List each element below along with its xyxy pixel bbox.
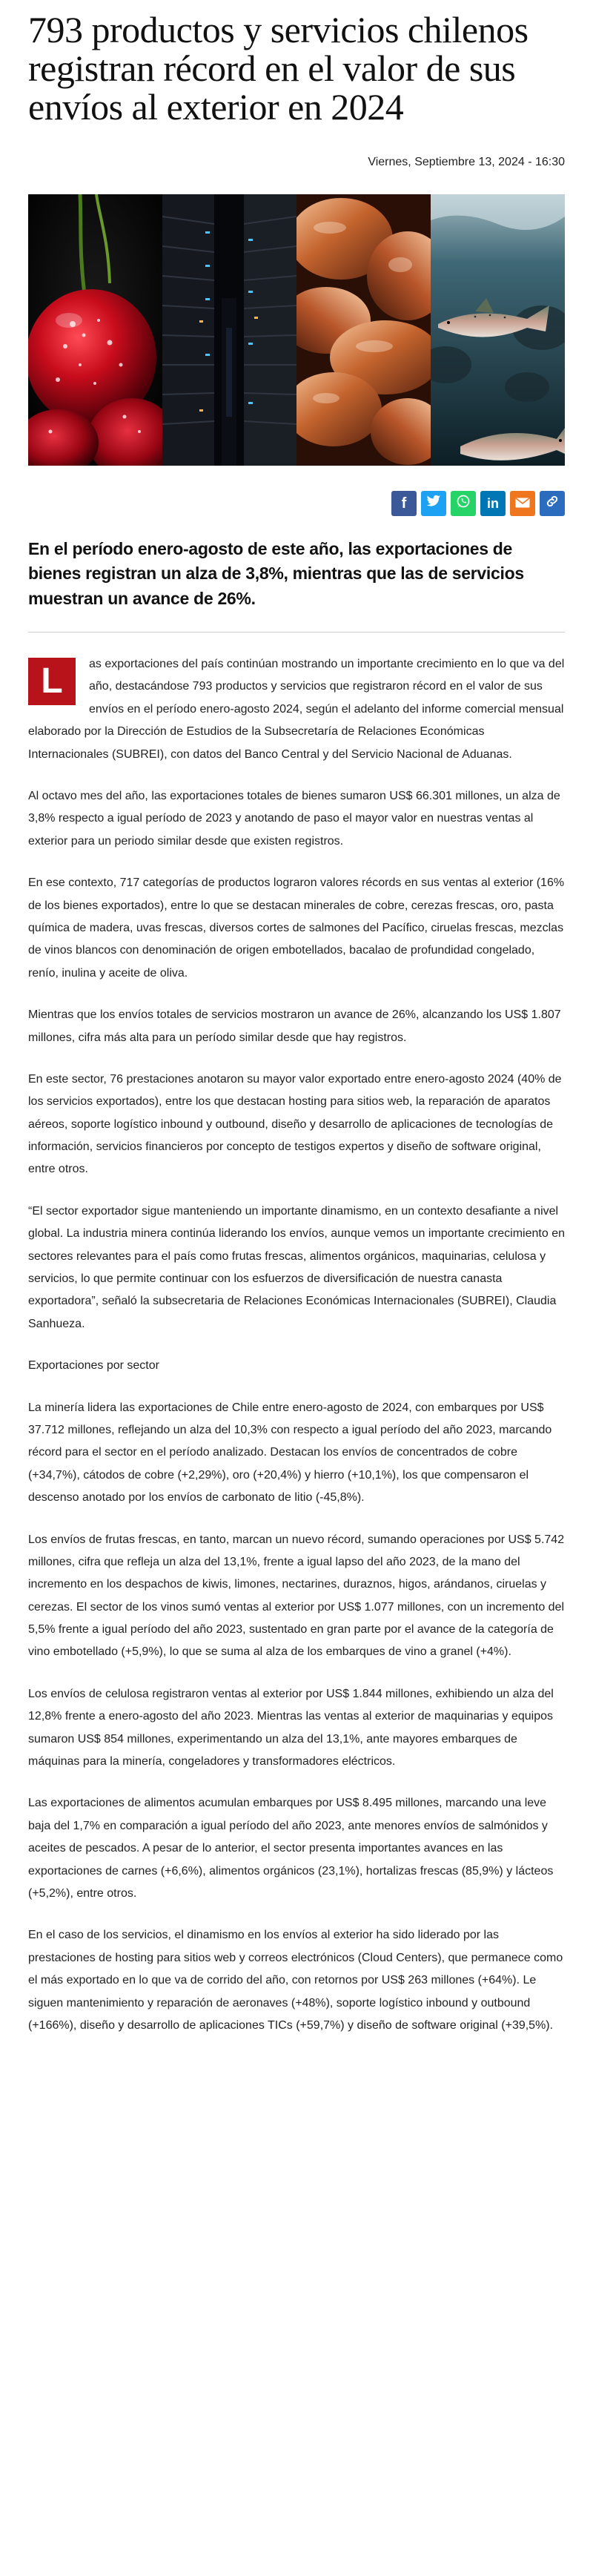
hero-image-cherry [28,194,162,466]
email-icon [515,495,530,512]
article-lead: En el período enero-agosto de este año, las exportaciones de bienes registran un alza de 3,8%, mientras que las de servicios muestran un avance de 26%. [28,537,565,633]
paragraph: En el caso de los servicios, el dinamismo en los envíos al exterior ha sido liderado por las prestaciones de hosting para sitios web y correos electrónicos (Cloud Centers), que permanece como el más exportado en lo que va de corrido del año, con retornos por US$ 263 millones (+64%). Le siguen mantenimiento y reparación de aeronaves (+48%), soporte logístico inbound y outbound (+166%), diseño y desarrollo de aplicaciones TICs (+59,7%) y diseño de software original (+39,5%). [28,1929,563,2032]
first-paragraph-text: as exportaciones del país continúan mostrando un importante crecimiento en lo que va del año, destacándose 793 productos y servicios que registraron récord en el valor de sus envíos en el período enero-agosto 2024, según el adelanto del informe comercial mensual elaborado por la Dirección de Estudios de la Subsecretaría de Relaciones Económicas Internacionales (SUBREI), con datos del Banco Central y del Servicio Nacional de Aduanas. [28,658,565,761]
whatsapp-icon [456,494,471,513]
facebook-share-button[interactable] [391,491,417,516]
section-heading: Exportaciones por sector [28,1359,159,1373]
hero-image-servers [162,194,296,466]
twitter-share-button[interactable] [421,491,446,516]
facebook-icon: f [401,495,407,512]
article-date: Viernes, Septiembre 13, 2024 - 16:30 [368,156,565,168]
paragraph: Las exportaciones de alimentos acumulan embarques por US$ 8.495 millones, marcando una leve baja del 1,7% en comparación a igual período del año 2023, ante menores envíos de salmónidos y aceites de pescados. A pesar de lo anterior, el sector presenta importantes avances en las exportaciones de carnes (+6,6%), alimentos orgánicos (23,1%), hortalizas frescas (85,9%) y lácteos (+5,2%), entre otros. [28,1797,554,1900]
linkedin-share-button[interactable] [480,491,506,516]
hero-image-copper [296,194,431,466]
dropcap-letter: L [28,658,76,705]
quote-paragraph: “El sector exportador sigue manteniendo un importante dinamismo, en un contexto desafiante a nivel global. La industria minera continúa liderando los envíos, aunque vemos un importante crecimiento en sectores relevantes para el país como frutas frescas, alimentos orgánicos, maquinarias, celulosa y servicios, lo que permite continuar con los esfuerzos de diversificación de nuestra canasta exportadora”, señaló la subsecretaria de Relaciones Económicas Internacionales (SUBREI), Claudia Sanhueza. [28,1204,565,1330]
linkedin-icon: in [487,495,499,511]
paragraph: La minería lidera las exportaciones de Chile entre enero-agosto de 2024, con embarques por US$ 37.712 millones, reflejando un alza del 10,3% con respecto a igual período del año 2023, marcando récord para el sector en el período analizado. Destacan los envíos de concentrados de cobre (+34,7%), cátodos de cobre (+2,29%), oro (+20,4%) y hierro (+10,1%), los que compensaron el descenso anotado por los envíos de carbonato de litio (-45,8%). [28,1401,552,1505]
first-paragraph [28,653,565,766]
paragraph: Los envíos de celulosa registraron ventas al exterior por US$ 1.844 millones, exhibiendo un alza del 12,8% frente a enero-agosto del año 2023. Mientras las ventas al exterior de maquinarias y equipos sumaron US$ 854 millones, experimentando un alza del 13,1%, ante mayores embarques de máquinas para la minería, congeladores y transformadores eléctricos. [28,1687,554,1768]
copy-link-button[interactable] [540,491,565,516]
twitter-icon [426,495,441,512]
paragraph: En este sector, 76 prestaciones anotaron su mayor valor exportado entre enero-agosto 2024 (40% de los servicios exportados), entre los que destacan hosting para sitios web, la reparación de aparatos aéreos, soporte logístico inbound y outbound, diseño y desarrollo de aplicaciones de tecnologías de información, servicios financieros por concepto de testigos expertos y diseño de software original, entre otros. [28,1072,562,1176]
paragraph: Mientras que los envíos totales de servicios mostraron un avance de 26%, alcanzando los US$ 1.807 millones, cifra más alta para un período similar desde que hay registros. [28,1008,561,1044]
hero-image-collage [28,194,565,466]
article-body [28,653,565,2037]
paragraph: Al octavo mes del año, las exportaciones totales de bienes sumaron US$ 66.301 millones, un alza de 3,8% respecto a igual período de 2023 y anotando de paso el mayor valor en nuestras ventas al exterior para un periodo similar desde que existen registros. [28,789,560,848]
article-title: 793 productos y servicios chilenos registran récord en el valor de sus envíos al exterior en 2024 [28,9,529,128]
email-share-button[interactable] [510,491,535,516]
hero-image-salmon [431,194,565,466]
share-bar [28,491,565,516]
link-icon [545,494,560,513]
paragraph: En ese contexto, 717 categorías de productos lograron valores récords en sus ventas al exterior (16% de los bienes exportados), entre lo que se destacan minerales de cobre, cerezas frescas, oro, pasta química de madera, uvas frescas, diversos cortes de salmones del Pacífico, ciruelas frescas, mezclas de vinos blancos con denominación de origen embotellados, bacalao de profundidad congelado, renío, inulina y aceite de oliva. [28,876,565,980]
paragraph: Los envíos de frutas frescas, en tanto, marcan un nuevo récord, sumando operaciones por US$ 5.742 millones, cifra que refleja un alza del 13,1%, frente a igual lapso del año 2023, de la mano del incremento en los despachos de kiwis, limones, nectarines, duraznos, higos, arándanos, ciruelas y cerezas. El sector de los vinos sumó ventas al exterior por US$ 1.077 millones, con un incremento del 5,5% frente a igual período del año 2023, sustentado en gran parte por el avance de la categoría de vino embotellado (+5,9%), lo que se suma al alza de los embarques de vino a granel (+4%). [28,1533,565,1659]
whatsapp-share-button[interactable] [451,491,476,516]
